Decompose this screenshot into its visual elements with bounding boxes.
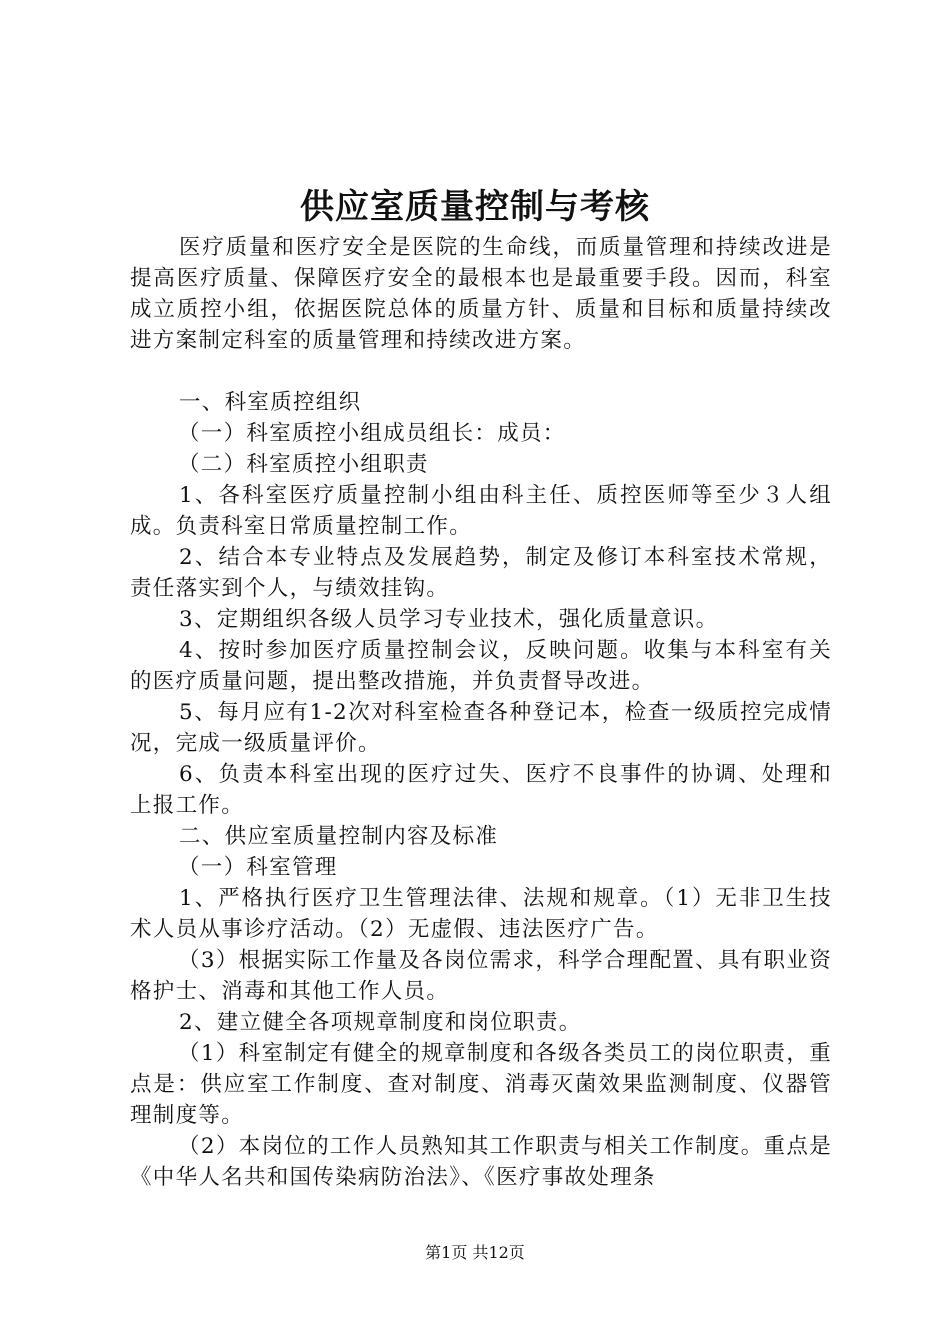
subsection-heading: （一）科室管理 xyxy=(178,855,338,880)
section-heading-2: 二、供应室质量控制内容及标准 xyxy=(179,824,499,849)
list-item: 4、按时参加医疗质量控制会议，反映问题。收集与本科室有关的医疗质量问题，提出整改措施，并负责督导改进。 xyxy=(130,638,832,694)
page-number-footer: 第1页 共12页 xyxy=(425,1243,525,1262)
list-item: 1、各科室医疗质量控制小组由科主任、质控医师等至少３人组成。负责科室日常质量控制工作。 xyxy=(130,483,832,539)
subsection-heading: （一）科室质控小组成员组长：成员： xyxy=(178,421,566,446)
list-item: （3）根据实际工作量及各岗位需求，科学合理配置、具有职业资格护士、消毒和其他工作人员。 xyxy=(130,948,832,1004)
list-item: （2）本岗位的工作人员熟知其工作职责与相关工作制度。重点是《中华人名共和国传染病防治法》、《医疗事故处理条 xyxy=(130,1134,832,1190)
list-item: 5、每月应有1-2次对科室检查各种登记本，检查一级质控完成情况，完成一级质量评价。 xyxy=(130,700,832,756)
list-item: 1、严格执行医疗卫生管理法律、法规和规章。（1）无非卫生技术人员从事诊疗活动。（2）无虚假、违法医疗广告。 xyxy=(130,886,832,942)
section-heading-1: 一、科室质控组织 xyxy=(179,390,362,415)
subsection-heading: （二）科室质控小组职责 xyxy=(178,452,429,477)
document-title: 供应室质量控制与考核 xyxy=(300,187,650,227)
list-item: 2、建立健全各项规章制度和岗位职责。 xyxy=(179,1010,582,1035)
intro-paragraph: 医疗质量和医疗安全是医院的生命线，而质量管理和持续改进是提高医疗质量、保障医疗安全的最根本也是最重要手段。因而，科室成立质控小组，依据医院总体的质量方针、质量和目标和质量持续改进方案制定科室的质量管理和持续改进方案。 xyxy=(130,235,832,353)
paragraph-gap xyxy=(130,356,832,387)
list-item: 3、定期组织各级人员学习专业技术，强化质量意识。 xyxy=(179,607,719,632)
list-item: （1）科室制定有健全的规章制度和各级各类员工的岗位职责，重点是：供应室工作制度、查对制度、消毒灭菌效果监测制度、仪器管理制度等。 xyxy=(130,1041,832,1128)
document-body xyxy=(130,232,832,1193)
list-item: 6、负责本科室出现的医疗过失、医疗不良事件的协调、处理和上报工作。 xyxy=(130,762,832,818)
list-item: 2、结合本专业特点及发展趋势，制定及修订本科室技术常规，责任落实到个人，与绩效挂钩。 xyxy=(130,545,832,601)
